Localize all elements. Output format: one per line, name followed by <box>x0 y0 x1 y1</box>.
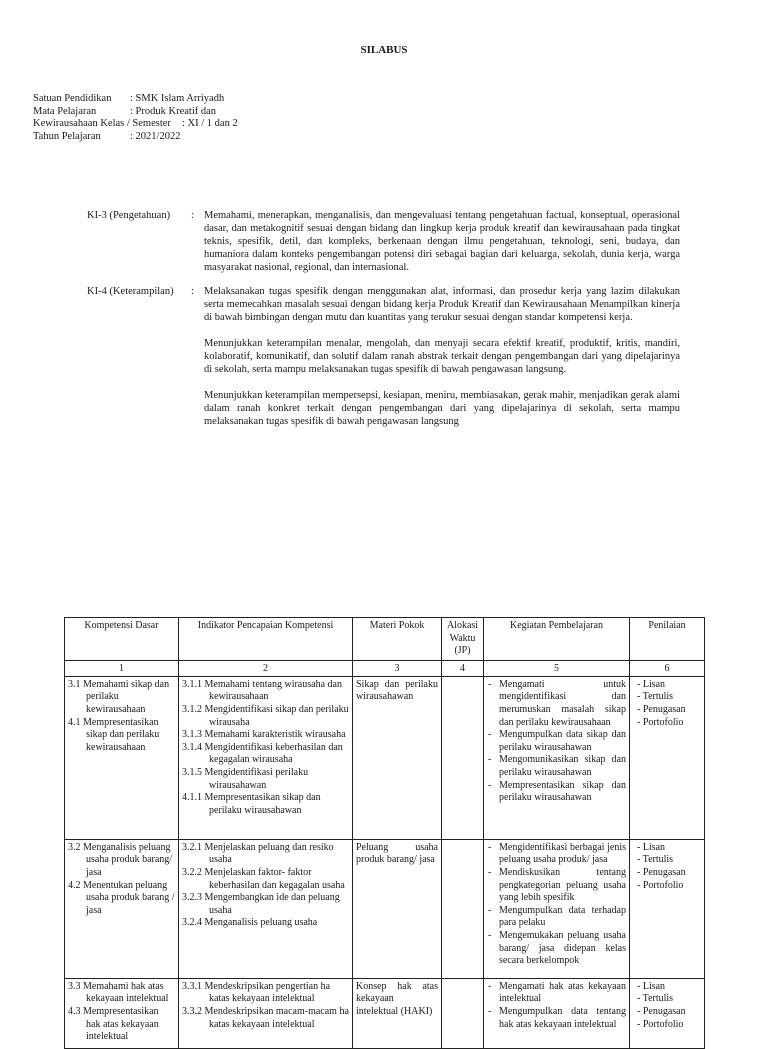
indikator-item: 3.2.3 Mengembangkan ide dan peluang usaha <box>182 892 340 916</box>
kegiatan-item: - Mengamati untuk mengidentifikasi dan merumuskan masalah sikap dan perilaku kewirausahaan <box>499 679 626 729</box>
kegiatan-item: - Mengemukakan peluang usaha barang/ jasa didepan kelas secara berkelompok <box>499 930 626 968</box>
column-number: 4 <box>442 660 484 676</box>
indikator-item: 3.1.1 Memahami tentang wirausaha dan kewirausahaan <box>182 678 342 703</box>
ki4-label: KI-4 (Keterampilan) <box>87 286 174 297</box>
indikator-item: 3.1.5 Mengidentifikasi perilaku wirausahawan <box>182 766 309 791</box>
ki4-paragraph: Menunjukkan keterampilan mempersepsi, kesiapan, meniru, membiasakan, gerak mahir, menjadikan gerak alami dalam ranah konkret terkait dengan pengembangan dari yang dipelajarinya di sekolah, serta mampu melaksanakan tugas spesifik di bawah pengawasan langsung <box>204 390 680 427</box>
kd-item: 4.2 Menentukan peluang usaha produk barang / jasa <box>68 879 175 916</box>
indikator-item: 3.2.1 Menjelaskan peluang dan resiko usaha <box>182 841 334 866</box>
alokasi-cell <box>442 839 484 978</box>
info-value: : XI / 1 dan 2 <box>182 118 238 129</box>
ki3-label: KI-3 (Pengetahuan) <box>87 210 171 221</box>
indikator-item: 3.1.4 Mengidentifikasi keberhasilan dan kegagalan wirausaha <box>182 741 343 766</box>
ki3-text <box>204 209 680 287</box>
indikator-item: 4.1.1 Mempresentasikan sikap dan perilaku wirausahawan <box>182 792 321 816</box>
penilaian-cell <box>630 978 705 1048</box>
column-number: 3 <box>353 660 442 676</box>
indikator-cell <box>179 839 353 978</box>
info-value: : SMK Islam Arriyadh <box>130 93 225 104</box>
penilaian-item: - Lisan <box>637 981 701 994</box>
penilaian-cell <box>630 676 705 839</box>
kd-item: 4.1 Mempresentasikan sikap dan perilaku kewirausahaan <box>68 716 160 753</box>
kd-item: 3.3 Memahami hak atas kekayaan intelektual <box>68 980 169 1005</box>
silabus-table <box>64 617 705 1049</box>
kd-item: 4.3 Mempresentasikan hak atas kekayaan intelektual <box>68 1005 159 1043</box>
info-label: Tahun Pelajaran <box>33 130 101 142</box>
column-number: 6 <box>630 660 705 676</box>
indikator-item: 3.2.2 Menjelaskan faktor- faktor keberhasilan dan kegagalan usaha <box>182 866 345 891</box>
penilaian-item: - Lisan <box>637 842 701 855</box>
header-indikator: Indikator Pencapaian Kompetensi <box>179 618 353 661</box>
penilaian-item: - Penugasan <box>637 704 701 717</box>
penilaian-item: - Portofolio <box>637 880 701 893</box>
indikator-item: 3.3.2 Mendeskripsikan macam-macam ha katas kekayaan intelektual <box>182 1005 349 1030</box>
ki3-paragraph: Memahami, menerapkan, menganalisis, dan mengevaluasi tentang pengetahuan factual, konseptual, operasional dasar, dan metakognitif sesuai dengan bidang dan lingkup kerja produk kreatif dan kewirausahaan pada tingkat teknis, spesifik, detil, dan kompleks, berkenaan dengan ilmu pengetahuan, teknologi, seni, budaya, dan humaniora dalam konteks pengembangan potensi diri sebagai bagian dari keluarga, sekolah, dunia kerja, warga masyarakat nasional, regional, dan internasional. <box>204 210 680 273</box>
penilaian-item: - Lisan <box>637 679 701 692</box>
indikator-cell <box>179 676 353 839</box>
column-number: 2 <box>179 660 353 676</box>
table-header-row <box>65 618 705 661</box>
kegiatan-item: - Mengumpulkan data terhadap para pelaku <box>499 905 626 930</box>
indikator-item: 3.2.4 Menganalisis peluang usaha <box>182 917 318 929</box>
indikator-item: 3.1.3 Memahami karakteristik wirausaha <box>182 729 346 741</box>
table-row <box>65 978 705 1048</box>
kegiatan-item: - Mengidentifikasi berbagai jenis peluang usaha produk/ jasa <box>499 842 626 867</box>
ki3-colon: : <box>191 210 194 221</box>
indikator-item: 3.1.2 Mengidentifikasi sikap dan perilaku wirausaha <box>182 703 349 728</box>
kegiatan-item: - Mengumpulkan data sikap dan perilaku wirausahawan <box>499 729 626 754</box>
table-row <box>65 676 705 839</box>
header-alokasi-waktu: Alokasi Waktu (JP) <box>442 618 484 661</box>
materi-cell: Sikap dan perilaku wirausahawan <box>353 676 442 839</box>
kegiatan-cell <box>484 978 630 1048</box>
penilaian-item: - Portofolio <box>637 1019 701 1032</box>
materi-cell: Peluang usaha produk barang/ jasa <box>353 839 442 978</box>
header-kompetensi-dasar: Kompetensi Dasar <box>65 618 179 661</box>
indikator-cell <box>179 978 353 1048</box>
kegiatan-item: - Mengumpulkan data tentang hak atas kekayaan intelektual <box>499 1006 626 1031</box>
ki4-colon: : <box>191 286 194 297</box>
ki4-paragraph: Melaksanakan tugas spesifik dengan menggunakan alat, informasi, dan prosedur kerja yang lazim dilakukan serta memecahkan masalah sesuai dengan bidang kerja Produk Kreatif dan Kewirausahaan Menampilkan kinerja di bawah bimbingan dengan mutu dan kuantitas yang terukur sesuai dengan standar kompetensi kerja. <box>204 286 680 323</box>
header-kegiatan: Kegiatan Pembelajaran <box>484 618 630 661</box>
kegiatan-cell <box>484 839 630 978</box>
kd-item: 3.2 Menganalisis peluang usaha produk barang/ jasa <box>68 841 173 878</box>
info-value: : 2021/2022 <box>130 130 181 142</box>
column-number: 5 <box>484 660 630 676</box>
kegiatan-item: - Mengomunikasikan sikap dan perilaku wirausahawan <box>499 754 626 779</box>
ki4-text <box>204 285 680 441</box>
info-label: Kewirausahaan Kelas / Semester <box>33 118 171 129</box>
penilaian-item: - Portofolio <box>637 717 701 730</box>
header-materi-pokok: Materi Pokok <box>353 618 442 661</box>
kd-cell <box>65 676 179 839</box>
kd-cell <box>65 839 179 978</box>
penilaian-item: - Tertulis <box>637 691 701 704</box>
column-number-row <box>65 660 705 676</box>
header-penilaian: Penilaian <box>630 618 705 661</box>
table-row <box>65 839 705 978</box>
penilaian-cell <box>630 839 705 978</box>
indikator-item: 3.3.1 Mendeskripsikan pengertian ha katas kekayaan intelektual <box>182 980 331 1005</box>
penilaian-item: - Tertulis <box>637 854 701 867</box>
ki4-paragraph: Menunjukkan keterampilan menalar, mengolah, dan menyaji secara efektif kreatif, produktif, kritis, mandiri, kolaboratif, komunikatif, dan solutif dalam ranah abstrak terkait dengan pengembangan dari yang dipelajarinya di sekolah, serta mampu melaksanakan tugas spesifik di bawah pengawasan langsung. <box>204 338 680 375</box>
info-label: Mata Pelajaran <box>33 105 97 117</box>
materi-cell: Konsep hak atas kekayaan intelektual (HAKI) <box>353 978 442 1048</box>
kd-cell <box>65 978 179 1048</box>
penilaian-item: - Penugasan <box>637 1006 701 1019</box>
kegiatan-item: - Mendiskusikan tentang pengkategorian peluang usaha yang lebih spesifik <box>499 867 626 905</box>
info-value: : Produk Kreatif dan <box>130 105 217 117</box>
kegiatan-item: - Mengamati hak atas kekayaan intelektual <box>499 981 626 1006</box>
document-title: SILABUS <box>360 44 408 56</box>
alokasi-cell <box>442 676 484 839</box>
kegiatan-item: - Mempresentasikan sikap dan perilaku wirausahawan <box>499 780 626 805</box>
kegiatan-cell <box>484 676 630 839</box>
alokasi-cell <box>442 978 484 1048</box>
penilaian-item: - Tertulis <box>637 993 701 1006</box>
column-number: 1 <box>65 660 179 676</box>
info-label: Satuan Pendidikan <box>33 93 112 104</box>
penilaian-item: - Penugasan <box>637 867 701 880</box>
kd-item: 3.1 Memahami sikap dan perilaku kewirausahaan <box>68 678 170 715</box>
